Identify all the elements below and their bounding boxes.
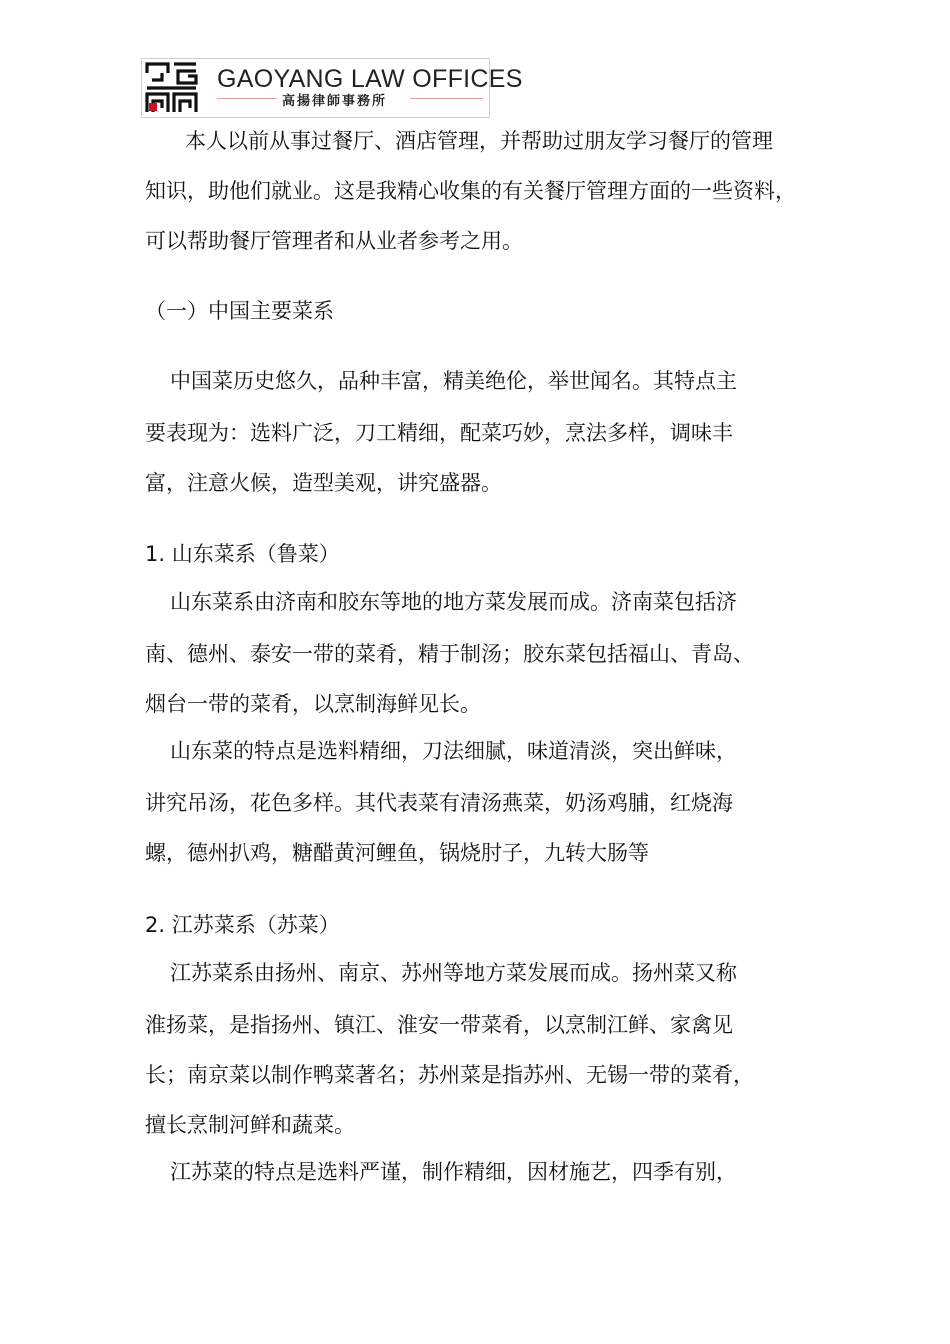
shandong-heading: 1. 山东菜系（鲁菜） (145, 542, 340, 566)
jiangsu-p1-line-1: 江苏菜系由扬州、南京、苏州等地方菜发展而成。扬州菜又称 (170, 961, 737, 985)
intro-line-3: 可以帮助餐厅管理者和从业者参考之用。 (145, 229, 523, 253)
jiangsu-p1-line-2: 淮扬菜，是指扬州、镇江、淮安一带菜肴，以烹制江鲜、家禽见 (145, 1013, 733, 1037)
logo-chinese-name: 高揚律師事務所 (282, 94, 388, 109)
intro-line-1: 本人以前从事过餐厅、酒店管理，并帮助过朋友学习餐厅的管理 (185, 129, 773, 153)
shandong-p1-line-1: 山东菜系由济南和胶东等地的地方菜发展而成。济南菜包括济 (170, 590, 737, 614)
jiangsu-p1-line-3: 长；南京菜以制作鸭菜著名；苏州菜是指苏州、无锡一带的菜肴， (145, 1063, 754, 1087)
overview-line-2: 要表现为：选料广泛，刀工精细，配菜巧妙，烹法多样，调味丰 (145, 421, 733, 445)
logo-divider-left (217, 98, 277, 99)
section-title: （一）中国主要菜系 (145, 299, 334, 323)
shandong-p1-line-2: 南、德州、泰安一带的菜肴，精于制汤；胶东菜包括福山、青岛、 (145, 642, 754, 666)
jiangsu-p1-line-4: 擅长烹制河鲜和蔬菜。 (145, 1113, 355, 1137)
logo-english-name: GAOYANG LAW OFFICES (217, 65, 523, 93)
jiangsu-heading: 2. 江苏菜系（苏菜） (145, 913, 340, 937)
jiangsu-p2-line-1: 江苏菜的特点是选料严谨，制作精细，因材施艺，四季有别， (170, 1160, 737, 1184)
intro-line-2: 知识，助他们就业。这是我精心收集的有关餐厅管理方面的一些资料， (145, 179, 796, 203)
overview-line-1: 中国菜历史悠久，品种丰富，精美绝伦，举世闻名。其特点主 (170, 369, 737, 393)
shandong-p2-line-1: 山东菜的特点是选料精细，刀法细腻，味道清淡，突出鲜味， (170, 739, 737, 763)
logo-divider-right (410, 98, 483, 99)
overview-line-3: 富，注意火候，造型美观，讲究盛器。 (145, 471, 502, 495)
shandong-p2-line-3: 螺，德州扒鸡，糖醋黄河鲤鱼，锅烧肘子，九转大肠等 (145, 841, 649, 865)
law-office-logo (141, 58, 523, 118)
gaoyang-seal-logo-icon (144, 61, 200, 115)
shandong-p2-line-2: 讲究吊汤，花色多样。其代表菜有清汤燕菜，奶汤鸡脯，红烧海 (145, 791, 733, 815)
shandong-p1-line-3: 烟台一带的菜肴，以烹制海鲜见长。 (145, 692, 481, 716)
